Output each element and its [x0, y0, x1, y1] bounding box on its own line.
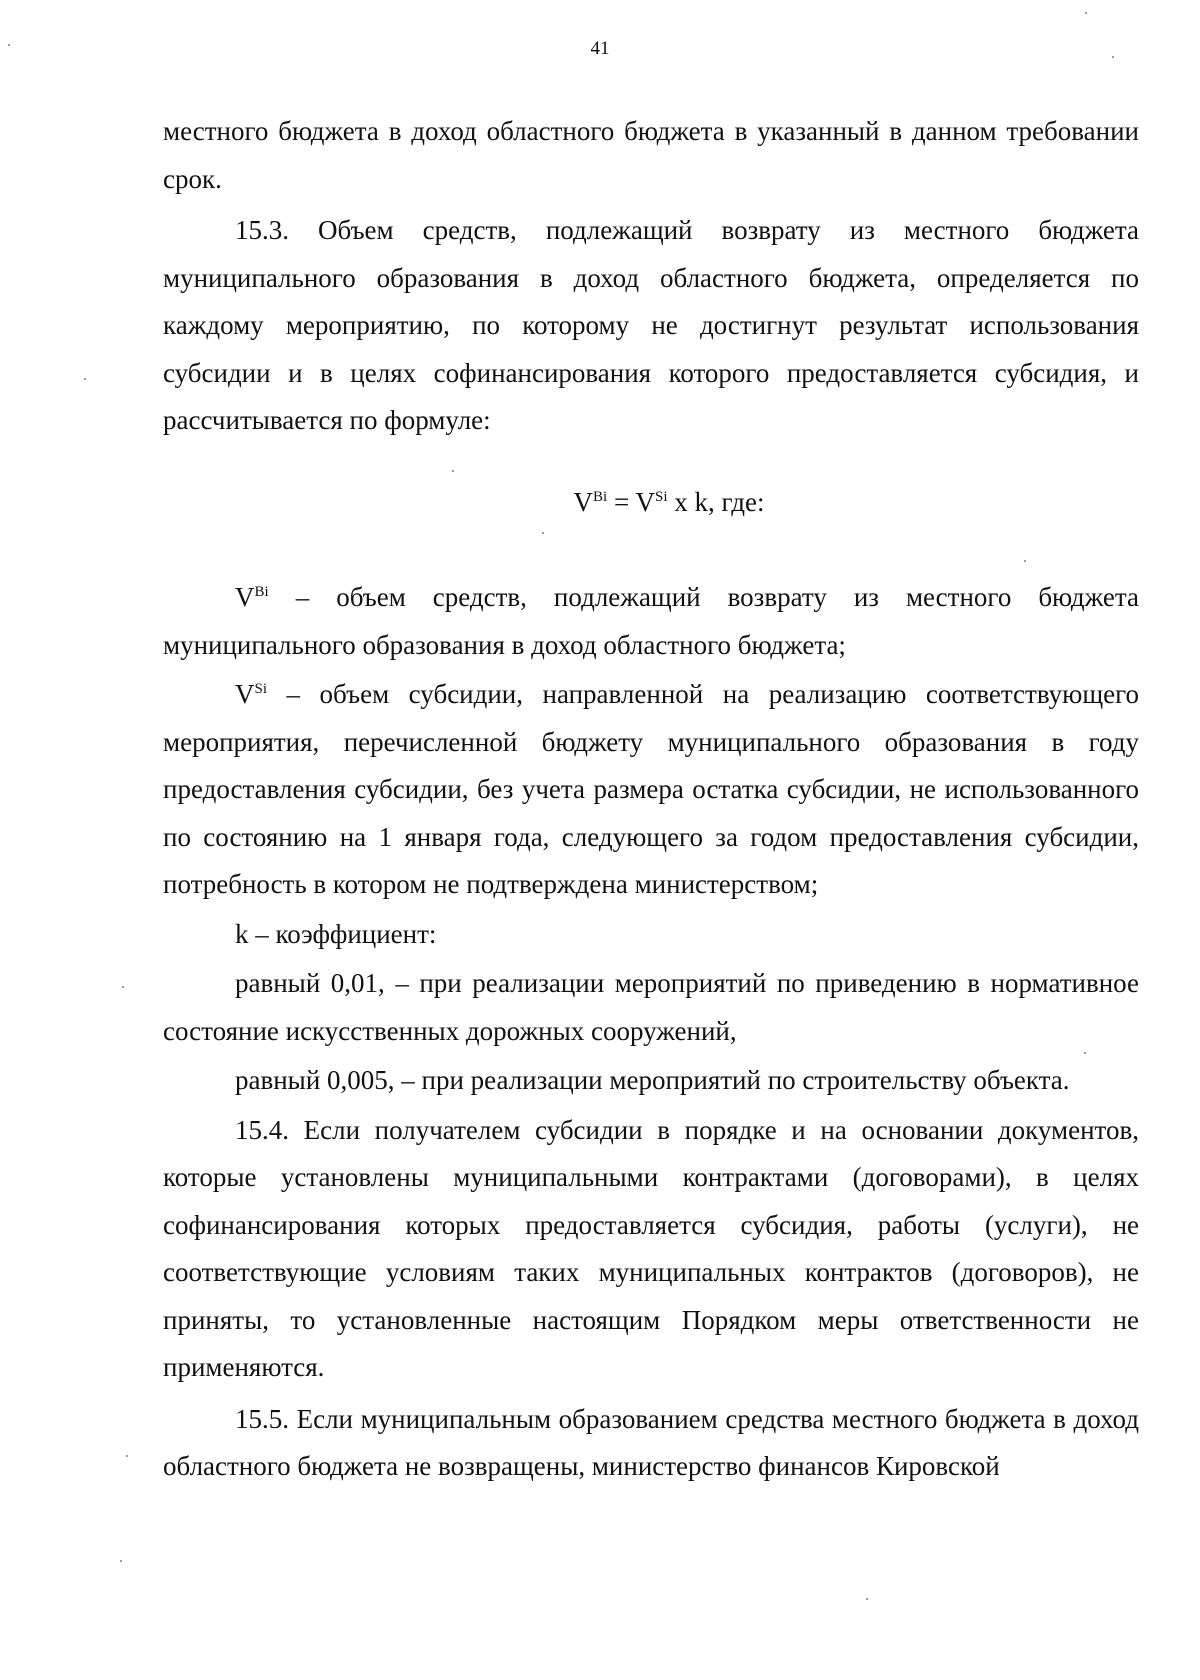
vsi-sup: Si [254, 681, 268, 697]
paragraph-continuation: местного бюджета в доход областного бюджета в указанный в данном требовании срок. [163, 116, 1139, 194]
scan-speck [542, 532, 544, 534]
paragraph-k-value-1: равный 0,01, – при реализации мероприятий по приведению в нормативное состояние искусственных дорожных сооружений, [163, 968, 1139, 1046]
scan-speck [1112, 56, 1114, 58]
formula-si-sup: Si [654, 488, 668, 505]
scan-speck [1024, 560, 1026, 562]
scan-speck [122, 986, 124, 988]
vbi-definition-text: – объем средств, подлежащий возврату из местного бюджета муниципального образования в доход областного бюджета; [163, 582, 1139, 660]
formula [163, 479, 1139, 527]
vbi-sup: Bi [254, 584, 269, 600]
scan-speck [120, 1560, 122, 1562]
document-body [163, 108, 1139, 1491]
scan-speck [8, 44, 10, 46]
formula-tail: x k, где: [667, 486, 765, 517]
paragraph-vbi-definition [163, 574, 1139, 669]
scan-speck [866, 1598, 868, 1600]
vsi-definition-text: – объем субсидии, направленной на реализацию соответствующего мероприятия, перечисленной бюджету муниципального образования в году предоставления субсидии, без учета размера остатка субсидии, не использованного по состоянию на 1 января года, следующего за годом предоставления субсидии, потребность в котором не подтверждена министерством; [163, 679, 1139, 899]
formula-v-var-2: V [635, 486, 655, 517]
formula-bi-sup: Bi [593, 488, 608, 505]
formula-equals: = [607, 486, 636, 517]
scan-speck [126, 1455, 128, 1457]
formula-v-var: V [573, 486, 594, 517]
paragraph-vsi-definition [163, 671, 1139, 909]
paragraph-k-value-2: равный 0,005, – при реализации мероприятий по строительству объекта. [235, 1065, 1070, 1095]
paragraph-15-3: 15.3. Объем средств, подлежащий возврату из местного бюджета муниципального образования в доход областного бюджета, определяется по каждому мероприятию, по которому не достигнут результат использования субсидии и в целях софинансирования которого предоставляется субсидия, и рассчитывается по формуле: [163, 215, 1139, 435]
scan-speck [1085, 12, 1087, 14]
paragraph-k-definition: k – коэффициент: [235, 918, 437, 949]
paragraph-15-4: 15.4. Если получателем субсидии в порядке и на основании документов, которые установлены муниципальными контрактами (договорами), в целях софинансирования которых предоставляется субсидия, работы (услуги), не соответствующие условиям таких муниципальных контрактов (договоров), не приняты, то установленные настоящим Порядком меры ответственности не применяются. [163, 1114, 1139, 1382]
vsi-symbol: V [235, 679, 255, 709]
scan-speck [1084, 1052, 1086, 1054]
vbi-symbol: V [235, 582, 255, 612]
page-number: 41 [590, 38, 610, 59]
scan-speck [84, 378, 86, 380]
scan-speck [452, 470, 454, 472]
paragraph-15-5: 15.5. Если муниципальным образованием средства местного бюджета в доход областного бюджета не возвращены, министерство финансов Кировской [163, 1403, 1139, 1481]
